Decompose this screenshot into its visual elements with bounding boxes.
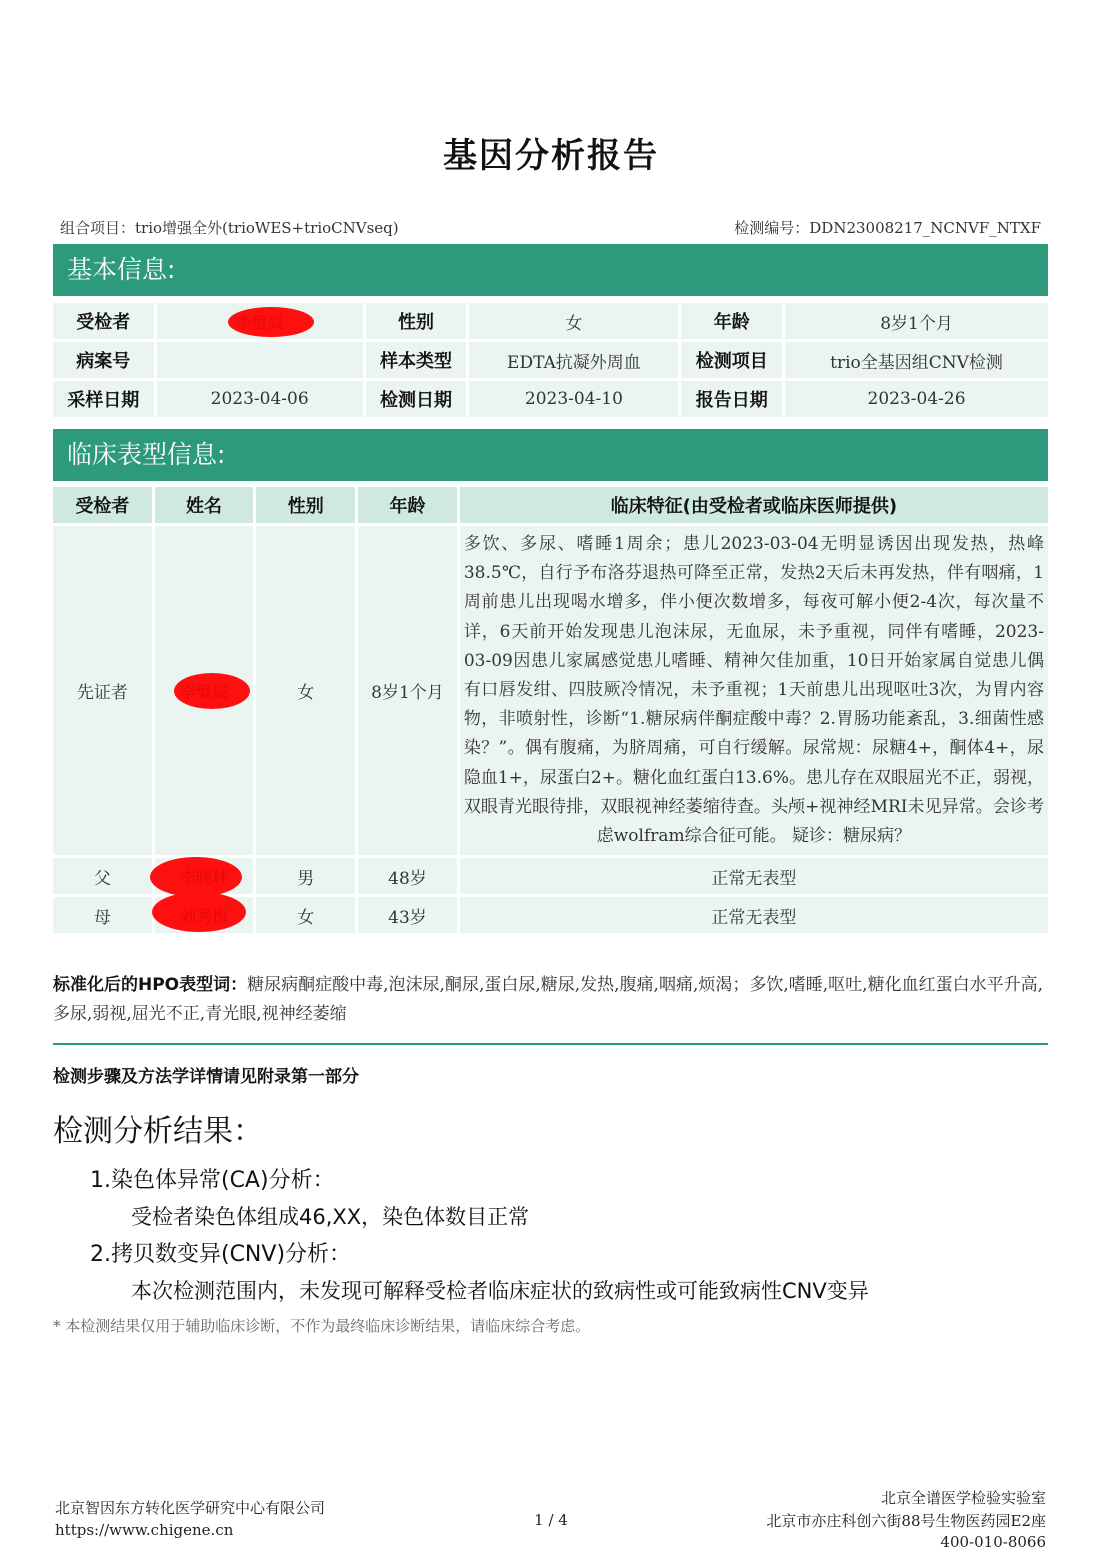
column-header: 受检者 — [53, 487, 152, 523]
subject-name: 李璧辰 — [235, 312, 284, 332]
redaction-mark — [180, 865, 228, 888]
test-item-value: trio全基因组CNV检测 — [785, 342, 1048, 378]
column-header: 姓名 — [155, 487, 254, 523]
footer-url: https://www.chigene.cn — [55, 1521, 234, 1539]
father-name: 李晓林 — [180, 867, 229, 887]
redaction-mark — [180, 679, 228, 702]
table-row — [53, 303, 1048, 339]
table-row — [53, 342, 1048, 378]
case-no-label: 病案号 — [53, 342, 154, 378]
footer-org: 北京智因东方转化医学研究中心有限公司 — [55, 1499, 326, 1517]
column-header: 性别 — [256, 487, 355, 523]
sex-cell: 女 — [256, 526, 355, 855]
report-title: 基因分析报告 — [443, 136, 659, 176]
age-cell: 8岁1个月 — [358, 526, 457, 855]
test-date-value: 2023-04-10 — [469, 381, 678, 417]
ca-analysis-title: 1.染色体异常(CA)分析： — [90, 1168, 335, 1193]
report-date-label: 报告日期 — [681, 381, 782, 417]
hpo-terms — [53, 971, 1048, 1029]
method-note: 检测步骤及方法学详情请见附录第一部分 — [53, 1067, 359, 1087]
table-row — [53, 526, 1048, 855]
basic-info-heading: 基本信息: — [53, 244, 1048, 296]
name-cell — [155, 526, 254, 855]
table-row — [53, 381, 1048, 417]
sample-date-value: 2023-04-06 — [157, 381, 363, 417]
redaction-mark — [236, 310, 284, 333]
test-number: 检测编号：DDN23008217_NCNVF_NTXF — [734, 219, 1041, 237]
project-label: 组合项目：trio增强全外(trioWES+trioCNVseq) — [60, 219, 399, 237]
clinical-feature-cell: 正常无表型 — [460, 858, 1048, 894]
name-cell — [155, 897, 254, 933]
table-row — [53, 897, 1048, 933]
footer-phone: 400-010-8066 — [940, 1533, 1046, 1551]
sex-cell: 男 — [256, 858, 355, 894]
disclaimer: * 本检测结果仅用于辅助临床诊断，不作为最终临床诊断结果，请临床综合考虑。 — [53, 1317, 591, 1335]
table-row — [53, 858, 1048, 894]
mother-name: 刘秀梅 — [180, 906, 229, 926]
test-item-label: 检测项目 — [681, 342, 782, 378]
name-cell — [155, 858, 254, 894]
footer-lab: 北京全谱医学检验实验室 — [880, 1489, 1046, 1507]
age-label: 年龄 — [681, 303, 782, 339]
role-cell: 母 — [53, 897, 152, 933]
report-date-value: 2023-04-26 — [785, 381, 1048, 417]
hpo-label: 标准化后的HPO表型词： — [53, 975, 248, 995]
case-no-value — [157, 342, 363, 378]
column-header: 临床特征(由受检者或临床医师提供) — [460, 487, 1048, 523]
sample-type-value: EDTA抗凝外周血 — [469, 342, 678, 378]
table-header-row — [53, 487, 1048, 523]
proband-name: 李璧辰 — [180, 682, 229, 702]
sex-label: 性别 — [366, 303, 467, 339]
sample-date-label: 采样日期 — [53, 381, 154, 417]
cnv-analysis-result: 本次检测范围内，未发现可解释受检者临床症状的致病性或可能致病性CNV变异 — [131, 1279, 869, 1303]
subject-label: 受检者 — [53, 303, 154, 339]
test-date-label: 检测日期 — [366, 381, 467, 417]
sex-cell: 女 — [256, 897, 355, 933]
age-value: 8岁1个月 — [785, 303, 1048, 339]
column-header: 年龄 — [358, 487, 457, 523]
clinical-info-heading: 临床表型信息: — [53, 429, 1048, 481]
page-number: 1 / 4 — [534, 1511, 568, 1529]
results-heading: 检测分析结果： — [53, 1114, 263, 1149]
role-cell: 父 — [53, 858, 152, 894]
basic-info-table — [50, 300, 1051, 420]
divider — [53, 1043, 1048, 1045]
clinical-feature-cell: 正常无表型 — [460, 897, 1048, 933]
sample-type-label: 样本类型 — [366, 342, 467, 378]
age-cell: 43岁 — [358, 897, 457, 933]
footer-address: 北京市亦庄科创六街88号生物医药园E2座 — [766, 1512, 1046, 1530]
role-cell: 先证者 — [53, 526, 152, 855]
redaction-mark — [180, 904, 228, 927]
sex-value: 女 — [469, 303, 678, 339]
clinical-table — [50, 484, 1051, 936]
hpo-values: 糖尿病酮症酸中毒,泡沫尿,酮尿,蛋白尿,糖尿,发热,腹痛,咽痛,烦渴；多饮,嗜睡,呕吐,糖化血红蛋白水平升高,多尿,弱视,屈光不正,青光眼,视神经萎缩 — [53, 975, 1043, 1024]
cnv-analysis-title: 2.拷贝数变异(CNV)分析： — [90, 1242, 352, 1267]
clinical-feature-cell: 多饮、多尿、嗜睡1周余；患儿2023-03-04无明显诱因出现发热，热峰38.5℃，自行予布洛芬退热可降至正常，发热2天后未再发热，伴有咽痛，1周前患儿出现喝水增多，伴小便次数增多，每夜可解小便2-4次，每次量不详，6天前开始发现患儿泡沫尿，无血尿，未予重视，同伴有嗜睡，2023-03-09因患儿家属感觉患儿嗜睡、精神欠佳加重，10日开始家属自觉患儿偶有口唇发绀、四肢厥冷情况，未予重视；1天前患儿出现呕吐3次，为胃内容物，非喷射性，诊断“1.糖尿病伴酮症酸中毒？2.胃肠功能紊乱，3.细菌性感染？”。偶有腹痛，为脐周痛，可自行缓解。尿常规：尿糖4+，酮体4+，尿隐血1+，尿蛋白2+。糖化血红蛋白13.6%。患儿存在双眼屈光不正，弱视，双眼青光眼待排，双眼视神经萎缩待查。头颅+视神经MRI未见异常。会诊考虑wolfram综合征可能。 疑诊：糖尿病？ — [460, 526, 1048, 855]
age-cell: 48岁 — [358, 858, 457, 894]
ca-analysis-result: 受检者染色体组成46,XX，染色体数目正常 — [131, 1205, 530, 1229]
subject-value — [157, 303, 363, 339]
